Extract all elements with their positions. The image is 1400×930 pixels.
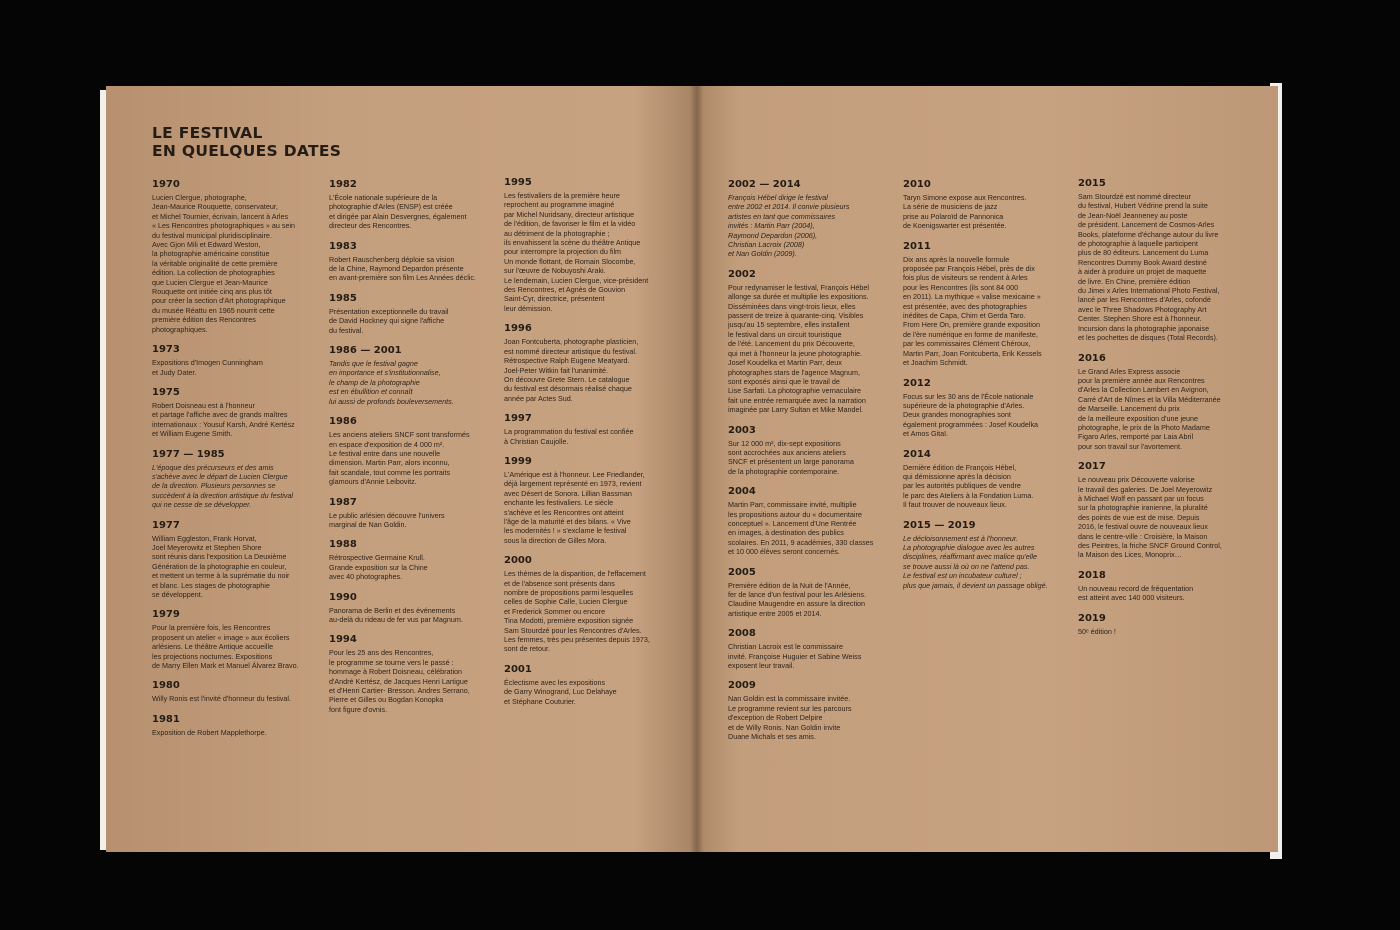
timeline-entry [728, 679, 886, 741]
entry-text: Le public arlésien découvre l'univers marginal de Nan Goldin. [329, 510, 445, 529]
timeline-entry [728, 485, 886, 556]
timeline-entry [329, 240, 487, 283]
title-line-1: LE FESTIVAL [152, 124, 263, 142]
timeline-entry [152, 386, 310, 439]
timeline-entry [152, 679, 310, 703]
entry-year: 1979 [152, 609, 180, 621]
timeline-entry [903, 240, 1061, 368]
entry-year: 2002 — 2014 [728, 179, 801, 190]
entry-year: 1975 [152, 386, 180, 398]
entry-year: 2015 — 2019 [903, 519, 976, 531]
entry-text: Robert Doisneau est à l'honneur et partage l'affiche avec de grands maîtres internationaux : Yousuf Karsh, André Kertész et William Eugene Smith. [152, 400, 295, 439]
entry-text: Sur 12 000 m², dix-sept expositions sont accrochées aux anciens ateliers SNCF et présentent un large panorama de la photographie contemporaine. [728, 438, 854, 476]
timeline-column-6 [1078, 177, 1236, 645]
entry-text: 50ᵉ édition ! [1078, 626, 1116, 636]
entry-year: 1994 [329, 634, 357, 646]
timeline-entry [152, 448, 310, 510]
entry-year: 2012 [903, 377, 931, 389]
entry-year: 1977 [152, 519, 180, 531]
entry-year: 2004 [728, 486, 756, 498]
entry-text: Les festivaliers de la première heure reprochent au programme imaginé par Michel Nuridsany, directeur artistique de l'édition, de favoriser le film et la vidéo au détriment de la photographie ; ils envahissent la scène du théâtre Antique pour interrompre la projection du film Un monde flottant, de Romain Slocombe, sur l'œuvre de Nobuyoshi Araki. Le lendemain, Lucien Clergue, vice-président des Rencontres, et Agnès de Gouvion Saint-Cyr, directrice, présentent leur démission. [504, 191, 649, 313]
entry-text: Focus sur les 30 ans de l'École nationale supérieure de la photographie d'Arles. Deux grandes monographies sont également programmées : Josef Koudelka et Amos Gitaï. [903, 391, 1039, 439]
entry-text: Willy Ronis est l'invité d'honneur du festival. [152, 694, 291, 704]
entry-text: Christian Lacroix est le commissaire invité. Françoise Huguier et Sabine Weiss exposent leur travail. [728, 642, 862, 671]
entry-year: 2011 [903, 240, 931, 252]
entry-year: 1997 [504, 413, 532, 425]
entry-year: 1985 [329, 292, 357, 304]
entry-year: 2014 [903, 448, 931, 460]
entry-year: 2009 [728, 680, 756, 692]
entry-year: 1996 [504, 323, 532, 335]
timeline-entry [504, 663, 662, 706]
entry-text: Joan Fontcuberta, photographe plasticien, est nommé directeur artistique du festival. Rétrospective Ralph Eugene Meatyard. Joel-Peter Witkin fait l'unanimité. On découvre Grete Stern. Le catalogue du festival est désormais réalisé chaque année par Actes Sud. [504, 337, 639, 403]
entry-year: 1973 [152, 344, 180, 356]
page-title [152, 124, 341, 160]
entry-text: La programmation du festival est confiée à Christian Caujolle. [504, 427, 634, 446]
entry-text: L'époque des précurseurs et des amis s'achève avec le départ de Lucien Clergue de la direction. Plusieurs personnes se succèdent à la direction artistique du festival qui ne cesse de se développer. [152, 462, 294, 510]
timeline-column-2 [329, 178, 487, 723]
entry-year: 2005 [728, 566, 756, 578]
timeline-entry [152, 178, 310, 334]
book-spread [106, 86, 1278, 852]
entry-year: 1981 [152, 713, 180, 725]
entry-year: 1970 [152, 179, 180, 190]
entry-year: 2000 [504, 555, 532, 567]
entry-year: 1986 — 2001 [329, 345, 402, 357]
entry-text: Sam Stourdzé est nommé directeur du festival, Hubert Védrine prend la suite de Jean-Noël Jeanneney au poste de président. Lancement de Cosmos-Arles Books, plateforme d'échange autour du livre de photographie à laquelle participent plus de 80 éditeurs. Lancement du Luma Rencontres Dummy Book Award destiné à aider à produire un projet de maquette de livre. En Chine, première édition du Jimei x Arles International Photo Festival, lancé par les Rencontres d'Arles, cofondé avec le Three Shadows Photography Art Center. Stephen Shore est à l'honneur. Incursion dans la photographie japonaise et les pochettes de disques (Total Records). [1078, 192, 1220, 343]
entry-year: 1988 [329, 539, 357, 551]
timeline-entry [728, 268, 886, 415]
entry-text: Première édition de la Nuit de l'Année, fer de lance d'un festival pour les Arlésiens. Claudine Maugendre en assure la direction artistique entre 2005 et 2014. [728, 580, 867, 618]
timeline-entry [152, 343, 310, 377]
entry-text: Dix ans après la nouvelle formule proposée par François Hébel, près de dix fois plus de visiteurs se rendent à Arles pour les Rencontres (ils sont 84 000 en 2011). La mythique « valise mexicaine » est présentée, avec des photographies inédites de Capa, Chim et Gerda Taro. From Here On, première grande exposition de l'ère numérique en forme de manifeste, par les commissaires Clément Chéroux, Martin Parr, Joan Fontcuberta, Erik Kessels et Joachim Schmidt. [903, 254, 1042, 368]
timeline-entry [1078, 460, 1236, 560]
timeline-entry [504, 455, 662, 545]
entry-year: 1982 [329, 179, 357, 190]
entry-text: Éclectisme avec les expositions de Garry Winogrand, Luc Delahaye et Stéphane Couturier. [504, 677, 617, 706]
entry-text: Pour les 25 ans des Rencontres, le programme se tourne vers le passé : hommage à Robert Doisneau, célébration d'André Kertész, de Jacques Henri Lartigue et d'Henri Cartier- Bresson. Andres Serrano, Pierre et Gilles ou Bogdan Konopka font figure d'ovnis. [329, 648, 470, 714]
entry-year: 2017 [1078, 461, 1106, 473]
entry-text: Nan Goldin est la commissaire invitée. Le programme revient sur les parcours d'exception de Robert Delpire et de Willy Ronis. Nan Goldin invite Duane Michals et ses amis. [728, 694, 852, 742]
timeline-entry [329, 633, 487, 714]
timeline-entry [903, 519, 1061, 590]
entry-year: 1995 [504, 177, 532, 188]
timeline-entry [329, 292, 487, 335]
entry-text: Tandis que le festival gagne en importance et s'institutionnalise, le champ de la photographie est en ébullition et connaît lui aussi de profonds bouleversements. [329, 359, 454, 406]
entry-year: 2016 [1078, 352, 1106, 364]
entry-year: 2019 [1078, 612, 1106, 624]
entry-text: L'Amérique est à l'honneur. Lee Friedlander, déjà largement représenté en 1973, revient avec Désert de Sonora. Lillian Bassman enchante les festivaliers. Le siècle s'achève et les Rencontres ont atteint l'âge de la maturité et des bilans. « Vive les modernités ! » s'exclame le festival sous la direction de Gilles Mora. [504, 469, 645, 545]
entry-year: 1999 [504, 455, 532, 467]
entry-text: Martin Parr, commissaire invité, multiplie les propositions autour du « documentaire conceptuel ». Lancement d'Une Rentrée en images, à destination des publics scolaires. En 2011, 9 académies, 330 classes et 10 000 élèves seront concernés. [728, 500, 874, 557]
entry-year: 1977 — 1985 [152, 448, 225, 460]
entry-year: 2002 [728, 268, 756, 280]
title-line-2: EN QUELQUES DATES [152, 142, 342, 160]
entry-year: 2003 [728, 424, 756, 436]
timeline-entry [1078, 177, 1236, 343]
entry-text: Le Grand Arles Express associe pour la première année aux Rencontres d'Arles la Collection Lambert en Avignon, Carré d'Art de Nîmes et la Villa Méditerranée de Marseille. Lancement du prix de la meilleure exposition d'une jeune photographe, le prix de la Photo Madame Figaro Arles, remporté par Laia Abril pour son travail sur l'avortement. [1078, 366, 1221, 451]
entry-year: 2008 [728, 628, 756, 640]
timeline-entry [903, 178, 1061, 231]
timeline-column-3 [504, 176, 662, 715]
entry-text: Le nouveau prix Découverte valorise le travail des galeries. De Joel Meyerowitz à Michael Wolf en passant par un focus sur la photographie iranienne, la pluralité des points de vue est de mise. Depuis 2016, le festival ouvre de nouveaux lieux dans le centre-ville : Croisière, la Maison des Peintres, la friche SNCF Ground Control, la Maison des Lices, Monoprix… [1078, 475, 1222, 560]
entry-text: William Eggleston, Frank Horvat, Joel Meyerowitz et Stephen Shore sont réunis dans l'exposition La Deuxième Génération de la photographie en couleur, et mettent un terme à la suprématie du noir et blanc. Les stages de photographie se développent. [152, 533, 290, 599]
entry-year: 2010 [903, 179, 931, 190]
timeline-entry [504, 322, 662, 403]
timeline-entry [504, 176, 662, 313]
entry-text: Taryn Simone expose aux Rencontres. La série de musiciens de jazz prise au Polaroïd de Pannonica de Koenigswarter est présentée. [903, 193, 1027, 231]
timeline-entry [1078, 569, 1236, 603]
entry-text: Expositions d'Imogen Cunningham et Judy Dater. [152, 358, 263, 377]
timeline-entry [329, 178, 487, 231]
timeline-entry [152, 713, 310, 737]
timeline-entry [728, 627, 886, 670]
entry-text: Rétrospective Germaine Krull. Grande exposition sur la Chine avec 40 photographes. [329, 553, 428, 582]
entry-text: Exposition de Robert Mapplethorpe. [152, 727, 267, 737]
timeline-entry [329, 415, 487, 486]
entry-text: Présentation exceptionnelle du travail de David Hockney qui signe l'affiche du festival. [329, 306, 449, 335]
timeline-entry [903, 377, 1061, 439]
entry-text: Les thèmes de la disparition, de l'effacement et de l'absence sont présents dans nombre de propositions parmi lesquelles celles de Sophie Calle, Lucien Clergue et Frederick Sommer ou encore Tina Modotti, première exposition signée Sam Stourdzé pour les Rencontres d'Arles. Les femmes, très peu présentes depuis 1973, sont de retour. [504, 569, 650, 654]
timeline-entry [152, 519, 310, 600]
timeline-entry [329, 591, 487, 625]
timeline-entry [504, 412, 662, 446]
entry-text: L'École nationale supérieure de la photographie d'Arles (ENSP) est créée et dirigée par Alain Desvergnes, également directeur des Rencontres. [329, 193, 467, 231]
timeline-entry [504, 554, 662, 654]
entry-text: Les anciens ateliers SNCF sont transformés en espace d'exposition de 4 000 m². Le festival entre dans une nouvelle dimension. Martin Parr, alors inconnu, fait scandale, tout comme les portraits glamours d'Annie Leibovitz. [329, 430, 470, 487]
entry-year: 2015 [1078, 178, 1106, 189]
timeline-entry [728, 424, 886, 477]
timeline-column-5 [903, 178, 1061, 599]
timeline-column-4 [728, 178, 886, 750]
entry-year: 1987 [329, 496, 357, 508]
entry-text: Robert Rauschenberg déploie sa vision de la Chine, Raymond Depardon présente en avant-première son film Les Années déclic. [329, 254, 477, 283]
timeline-entry [329, 496, 487, 530]
timeline-entry [329, 344, 487, 406]
timeline-column-1 [152, 178, 310, 746]
timeline-entry [728, 178, 886, 259]
entry-year: 1980 [152, 680, 180, 692]
entry-year: 2001 [504, 663, 532, 675]
timeline-entry [728, 566, 886, 619]
entry-text: François Hébel dirige le festival entre 2002 et 2014. Il convie plusieurs artistes en tant que commissaires invités : Martin Parr (2004), Raymond Depardon (2006), Christian Lacroix (2008) et Nan Goldin (2009). [728, 193, 850, 259]
timeline-entry [1078, 352, 1236, 452]
timeline-entry [1078, 612, 1236, 636]
entry-text: Pour redynamiser le festival, François Hébel allonge sa durée et multiplie les expositions. Disséminées dans vingt-trois lieux, elles passent de treize à quarante-cinq. Visibles jusqu'au 15 septembre, elles installent le festival dans un circuit touristique de l'été. Lancement du prix Découverte, qui met à l'honneur la jeune photographie. Josef Koudelka et Martin Parr, deux photographes stars de l'agence Magnum, sont exposés ainsi que le travail de Lise Sarfati. La photographie vernaculaire fait une entrée remarquée avec la narration imaginée par Larry Sultan et Mike Mandel. [728, 282, 870, 415]
entry-year: 2018 [1078, 569, 1106, 581]
entry-text: Dernière édition de François Hébel, qui démissionne après la décision par les autorités publiques de vendre le parc des Ateliers à la Fondation Luma. Il faut trouver de nouveaux lieux. [903, 462, 1034, 510]
entry-year: 1990 [329, 591, 357, 603]
entry-text: Un nouveau record de fréquentation est atteint avec 140 000 visiteurs. [1078, 583, 1194, 603]
entry-year: 1986 [329, 416, 357, 428]
entry-text: Lucien Clergue, photographe, Jean-Maurice Rouquette, conservateur, et Michel Tournier, écrivain, lancent à Arles « Les Rencontres photographiques » au sein du festival municipal pluridisciplinaire. Avec Gjon Mili et Edward Weston, la photographie américaine constitue la véritable originalité de cette première édition. La collection de photographies que Lucien Clergue et Jean-Maurice Rouquette ont initiée cinq ans plus tôt pour créer la section d'Art photographique du musée Réattu en 1965 nourrit cette première édition des Rencontres photographiques. [152, 193, 296, 334]
timeline-entry [903, 448, 1061, 510]
entry-text: Panorama de Berlin et des événements au-delà du rideau de fer vus par Magnum. [329, 605, 463, 624]
entry-text: Le décloisonnement est à l'honneur. La photographie dialogue avec les autres disciplines, réaffirmant avec malice qu'elle se trouve aussi là où on ne l'attend pas. Le festival est un incubateur culturel ; plus que jamais, il devient un passage obligé. [903, 533, 1048, 590]
timeline-entry [329, 538, 487, 581]
book-gutter [690, 86, 704, 852]
entry-text: Pour la première fois, les Rencontres proposent un atelier « image » aux écoliers arlésiens. Le théâtre Antique accueille les projections nocturnes. Expositions de Marry Ellen Mark et Manuel Álvarez Bravo. [152, 623, 299, 671]
timeline-entry [152, 608, 310, 670]
entry-year: 1983 [329, 240, 357, 252]
